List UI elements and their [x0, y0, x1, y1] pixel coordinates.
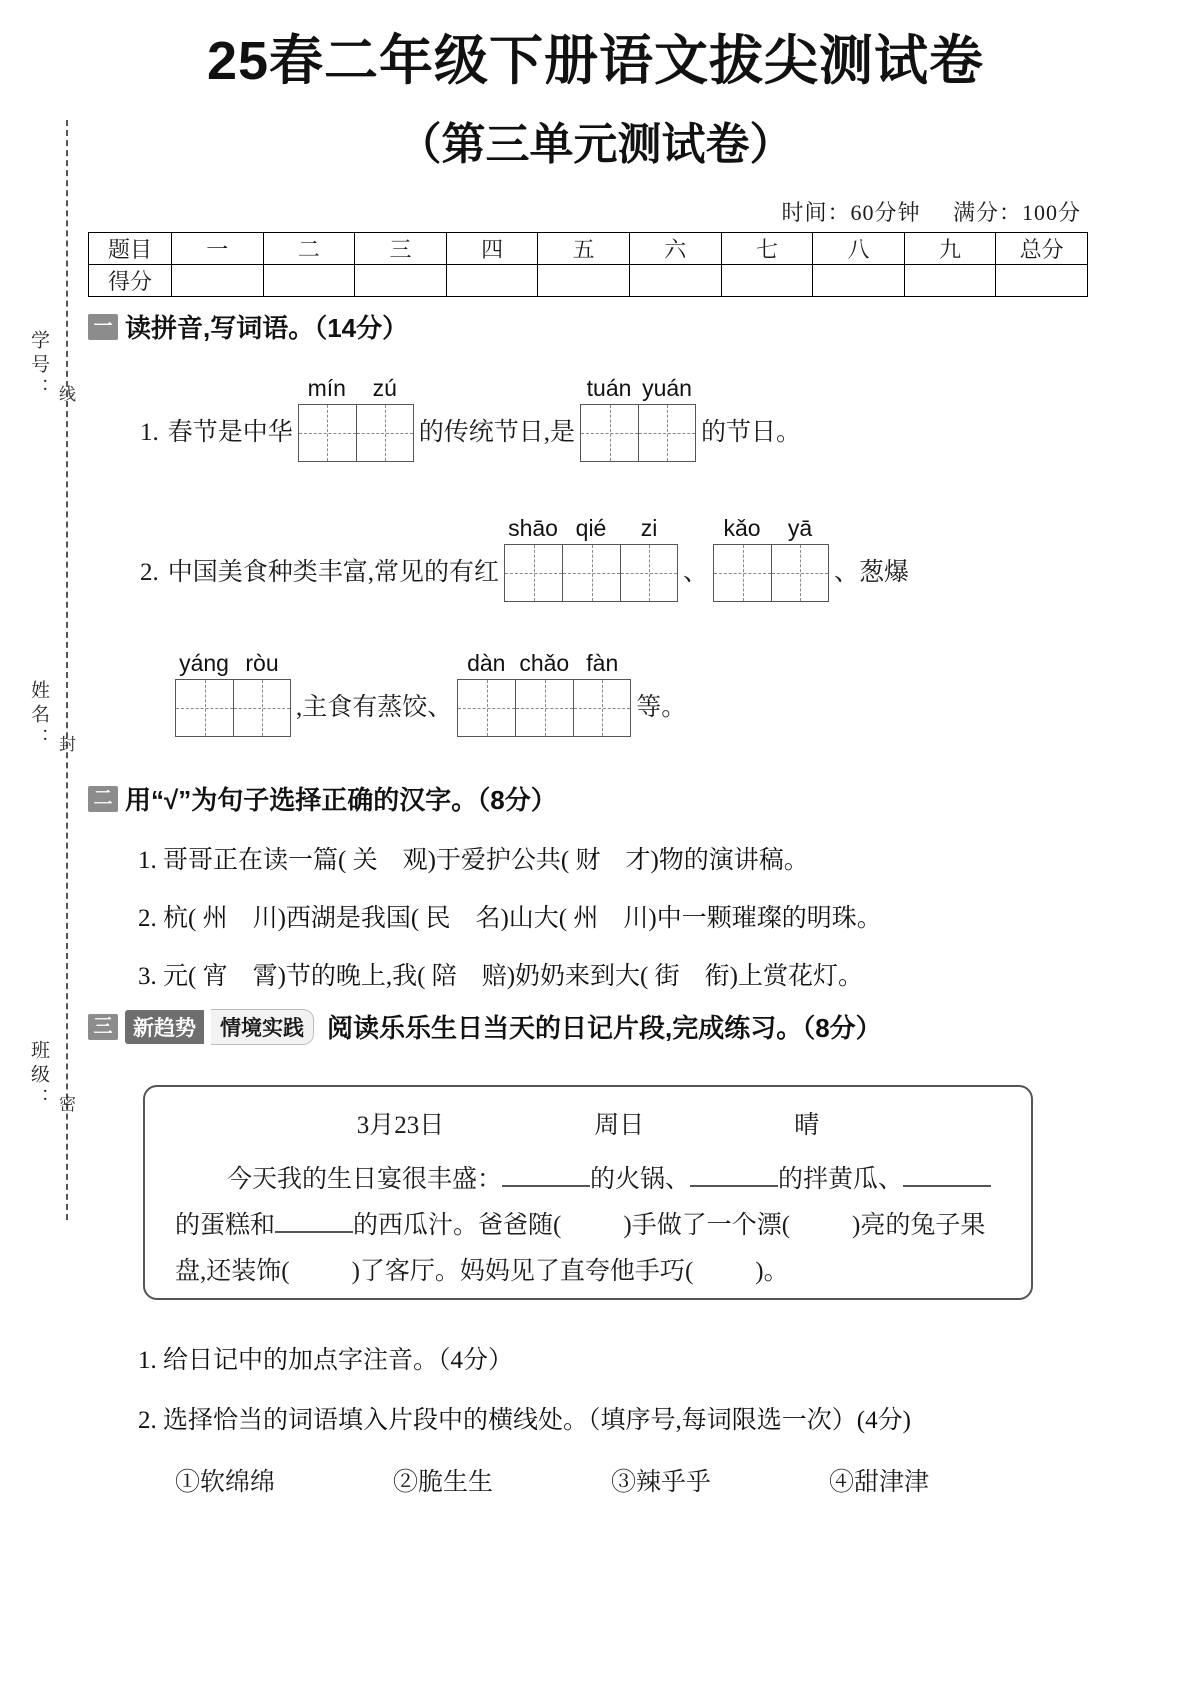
question-text: 春节是中华	[167, 419, 293, 446]
question-text: 的传统节日,是	[418, 419, 576, 446]
score-row-label-0: 题目	[89, 233, 172, 265]
question-number: 1.	[140, 419, 159, 446]
seal-dashed-line	[66, 120, 68, 1220]
pinyin-yuan: yuán	[642, 375, 692, 401]
pinyin-kao: kǎo	[723, 515, 761, 541]
question-1-2-cont	[175, 650, 691, 737]
score-cell-9[interactable]	[996, 265, 1088, 297]
diary-text: 的西瓜汁。爸爸随	[353, 1212, 554, 1239]
seal-line-column	[22, 120, 88, 1220]
tianzige-dan-chao-fan[interactable]	[457, 650, 631, 737]
section-badge-three: 三	[88, 1014, 118, 1040]
diary-date: 3月23日	[356, 1112, 445, 1139]
option-1[interactable]: ①软绵绵	[175, 1469, 276, 1496]
word-options	[175, 1462, 1185, 1498]
diary-text: 的拌黄瓜、	[778, 1166, 904, 1193]
diary-text: 的蛋糕和	[175, 1212, 276, 1239]
seal-word-secret: 密	[56, 1095, 75, 1112]
table-row-header	[89, 233, 1088, 265]
section-three-subquestion-2[interactable]: 2. 选择恰当的词语填入片段中的横线处。（填序号,每词限选一次）(4分)	[138, 1407, 911, 1434]
section-three-title: 阅读乐乐生日当天的日记片段,完成练习。（8分）	[327, 1013, 882, 1043]
question-1-2	[140, 515, 914, 602]
question-text: 的节日。	[701, 419, 802, 446]
diary-header	[145, 1105, 1031, 1141]
score-col-2: 三	[355, 233, 447, 265]
fill-blank-1[interactable]	[502, 1185, 590, 1187]
diary-text: 今天我的生日宴很丰盛：	[227, 1166, 503, 1193]
diary-body: 今天我的生日宴很丰盛： 的火锅、 的拌黄瓜、的蛋糕和 的西瓜汁。爸爸随( )手做了一个漂( )亮的兔子果盘,还装饰( )了客厅。妈妈见了直夸他手巧( )。	[175, 1157, 1001, 1295]
section-three-subquestion-1[interactable]: 1. 给日记中的加点字注音。（4分）	[138, 1347, 514, 1374]
tag-new-trend: 新趋势	[125, 1010, 204, 1044]
fill-blank-2[interactable]	[690, 1185, 778, 1187]
score-col-5: 六	[629, 233, 721, 265]
seal-label-name: 姓名：	[28, 680, 49, 752]
pinyin-ya: yā	[787, 515, 813, 541]
pinyin-shao: shāo	[508, 515, 558, 541]
tianzige-tuan-yuan[interactable]	[580, 375, 696, 462]
section-badge-two: 二	[88, 786, 118, 812]
score-col-8: 九	[904, 233, 996, 265]
diary-text: 手做了一个漂	[631, 1212, 782, 1239]
section-two-item-1[interactable]: 1. 哥哥正在读一篇( 关 观)于爱护公共( 财 才)物的演讲稿。	[138, 847, 809, 874]
tag-situational-practice: 情境实践	[211, 1009, 314, 1045]
pinyin-yang: yáng	[179, 650, 229, 676]
pinyin-chao: chǎo	[519, 650, 570, 676]
section-one-title: 读拼音,写词语。（14分）	[125, 313, 409, 343]
diary-text: 兔子果盘,还装饰	[175, 1212, 986, 1285]
pinyin-fan: fàn	[586, 650, 619, 676]
diary-text: 了客厅。妈妈见了直夸他手巧	[359, 1258, 685, 1285]
question-number: 2.	[140, 559, 159, 586]
pinyin-tuan: tuán	[586, 375, 632, 401]
tianzige-min-zu[interactable]	[298, 375, 414, 462]
section-two-item-2[interactable]: 2. 杭( 州 川)西湖是我国( 民 名)山大( 州 川)中一颗璀璨的明珠。	[138, 905, 882, 932]
fill-blank-4[interactable]	[275, 1231, 353, 1233]
score-cell-3[interactable]	[446, 265, 538, 297]
score-col-4: 五	[538, 233, 630, 265]
exam-time: 时间：60分钟	[781, 200, 921, 225]
diary-weather: 晴	[794, 1112, 820, 1139]
exam-total: 满分：100分	[952, 200, 1081, 225]
fill-blank-3[interactable]	[903, 1185, 991, 1187]
page-subtitle: （第三单元测试卷）	[397, 120, 794, 169]
score-cell-7[interactable]	[813, 265, 905, 297]
pinyin-zi: zi	[640, 515, 658, 541]
exam-meta	[755, 196, 1081, 227]
score-cell-4[interactable]	[538, 265, 630, 297]
score-col-7: 八	[813, 233, 905, 265]
question-text: 中国美食种类丰富,常见的有红	[167, 559, 500, 586]
tianzige-kao-ya[interactable]	[713, 515, 829, 602]
diary-box	[143, 1085, 1033, 1300]
tianzige-shao-qie-zi[interactable]	[504, 515, 678, 602]
score-col-9: 总分	[996, 233, 1088, 265]
seal-word-seal: 封	[56, 735, 75, 752]
pinyin-dan: dàn	[467, 650, 506, 676]
question-text: 等。	[636, 694, 687, 721]
table-row-scores	[89, 265, 1088, 297]
section-badge-one: 一	[88, 314, 118, 340]
score-cell-5[interactable]	[629, 265, 721, 297]
pinyin-min: mín	[307, 375, 346, 401]
section-one-header	[88, 308, 1098, 345]
question-text: ,主食有蒸饺、	[296, 694, 453, 721]
pinyin-zu: zú	[372, 375, 397, 401]
score-cell-6[interactable]	[721, 265, 813, 297]
seal-label-class: 班级：	[28, 1040, 49, 1112]
question-1-1	[140, 375, 806, 462]
section-two-header	[88, 780, 1098, 817]
score-cell-2[interactable]	[355, 265, 447, 297]
score-cell-0[interactable]	[172, 265, 264, 297]
question-text: 、	[683, 559, 709, 586]
score-row-label-1: 得分	[89, 265, 172, 297]
option-2[interactable]: ②脆生生	[393, 1469, 494, 1496]
question-text: 、葱爆	[834, 559, 910, 586]
option-3[interactable]: ③辣乎乎	[611, 1469, 712, 1496]
seal-label-student-id: 学号：	[28, 330, 49, 402]
score-cell-1[interactable]	[263, 265, 355, 297]
diary-weekday: 周日	[594, 1112, 645, 1139]
seal-word-line: 线	[56, 385, 75, 402]
pinyin-rou: ròu	[245, 650, 279, 676]
page-title: 25春二年级下册语文拔尖测试卷	[206, 31, 985, 91]
score-cell-8[interactable]	[904, 265, 996, 297]
score-table	[88, 232, 1088, 297]
diary-text: 亮的	[860, 1212, 911, 1239]
option-4[interactable]: ④甜津津	[829, 1469, 930, 1496]
section-two-item-3[interactable]: 3. 元( 宵 霄)节的晚上,我( 陪 赔)奶奶来到大( 街 衔)上赏花灯。	[138, 963, 863, 990]
tianzige-yang-rou[interactable]	[175, 650, 291, 737]
diary-text: 的火锅、	[590, 1166, 691, 1193]
pinyin-qie: qié	[575, 515, 607, 541]
score-col-6: 七	[721, 233, 813, 265]
section-two-title: 用“√”为句子选择正确的汉字。（8分）	[125, 785, 557, 815]
score-col-0: 一	[172, 233, 264, 265]
section-three-header	[88, 1008, 1098, 1045]
score-col-1: 二	[263, 233, 355, 265]
score-col-3: 四	[446, 233, 538, 265]
diary-text: 。	[763, 1258, 789, 1285]
